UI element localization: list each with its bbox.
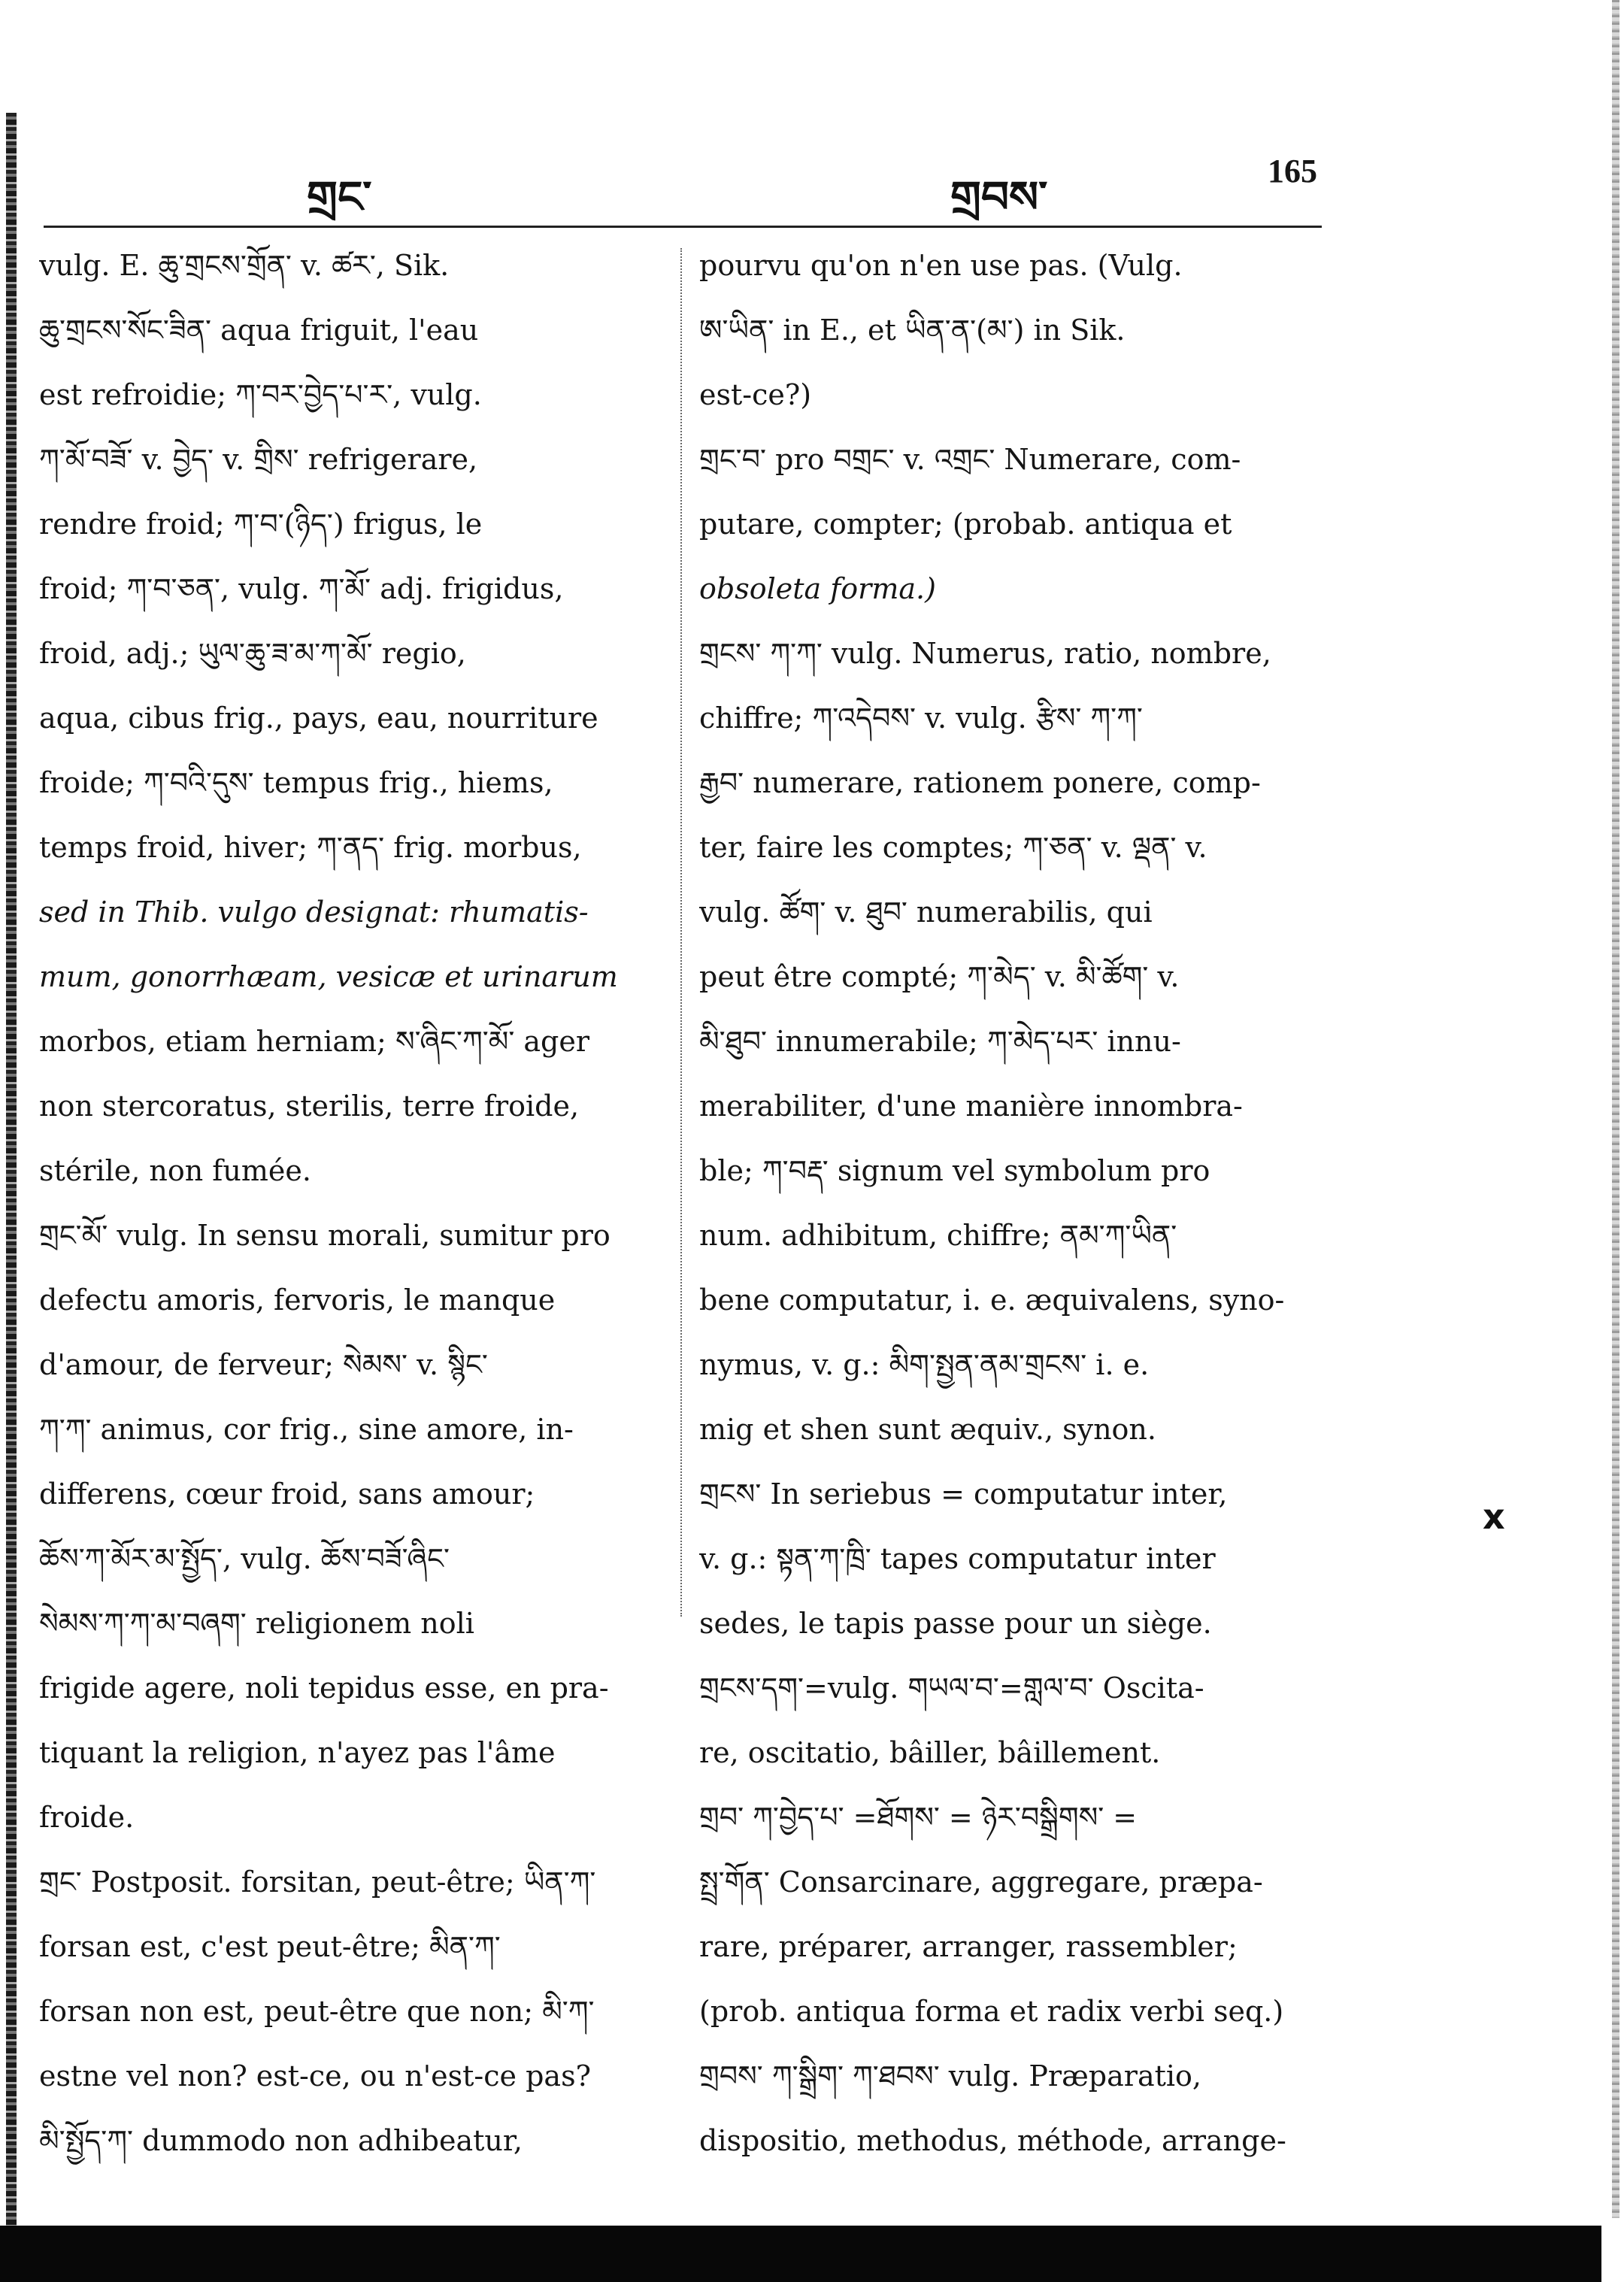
- page-number: 165: [1268, 153, 1317, 189]
- right-line: གྲབ་ ཀ་བྱེད་པ་ =ཐོགས་ = ཉེར་བསྒྲིགས་ =: [699, 1801, 1138, 1834]
- right-line: vulg. ཚོག་ v. ཐུབ་ numerabilis, qui: [699, 896, 1153, 929]
- left-line: est refroidie; ཀ་བར་བྱེད་པ་ར་, vulg.: [39, 378, 482, 411]
- running-head-right: གྲབས་: [950, 171, 1048, 223]
- right-line: མི་ཐུབ་ innumerabile; ཀ་མེད་པར་ innu-: [699, 1025, 1181, 1058]
- right-line: གྲབས་ ཀ་སྒྲིག་ ཀ་ཐབས་ vulg. Præparatio,: [699, 2059, 1201, 2093]
- right-line: rare, préparer, arranger, rassembler;: [699, 1930, 1238, 1963]
- right-line: རྒྱབ་ numerare, rationem ponere, comp-: [699, 766, 1261, 799]
- left-line: stérile, non fumée.: [39, 1154, 311, 1187]
- left-line: morbos, etiam herniam; ས་ཞིང་ཀ་མོ་ ager: [39, 1025, 590, 1058]
- right-line: སྤྲ་གོན་ Consarcinare, aggregare, præpa-: [699, 1865, 1263, 1899]
- scan-bottom-bar: [0, 2226, 1601, 2282]
- left-line: མི་སྤྱོད་ཀ་ dummodo non adhibeatur,: [39, 2124, 523, 2157]
- left-line: d'amour, de ferveur; སེམས་ v. སྙིང་: [39, 1348, 488, 1381]
- right-line: གྲང་བ་ pro བགྲང་ v. འགྲང་ Numerare, com-: [699, 443, 1241, 476]
- right-line: chiffre; ཀ་འདེབས་ v. vulg. རྩིས་ ཀ་ཀ་: [699, 702, 1143, 735]
- left-line: ཆོས་ཀ་མོར་མ་སྤྱོད་, vulg. ཆོས་བཟོ་ཞིང་: [39, 1542, 450, 1575]
- left-line: ཆུ་གྲངས་སོང་ཟིན་ aqua friguit, l'eau: [39, 314, 479, 347]
- right-line: གྲངས་ ཀ་ཀ་ vulg. Numerus, ratio, nombre,: [699, 637, 1271, 670]
- right-line: est-ce?): [699, 378, 812, 411]
- right-line: nymus, v. g.: མིག་སྤྱན་ནམ་གྲངས་ i. e.: [699, 1348, 1150, 1381]
- left-line: froid, adj.; ཡུལ་ཆུ་ཟ་མ་ཀ་མོ་ regio,: [39, 637, 466, 670]
- right-line: ཨ་ཡིན་ in E., et ཡིན་ན་(མ་) in Sik.: [699, 314, 1126, 347]
- left-line: གྲང་ Postposit. forsitan, peut-être; ཡིན་ཀ་: [39, 1865, 596, 1899]
- left-line: གྲང་མོ་ vulg. In sensu morali, sumitur pro: [39, 1219, 611, 1252]
- header-rule: [44, 226, 1322, 228]
- left-line: temps froid, hiver; ཀ་ནད་ frig. morbus,: [39, 831, 582, 864]
- running-head-left: གྲང་: [307, 171, 372, 223]
- right-line: num. adhibitum, chiffre; ནམ་ཀ་ཡིན་: [699, 1219, 1177, 1252]
- right-column: [699, 233, 1323, 2173]
- left-line: froide; ཀ་བའི་དུས་ tempus frig., hiems,: [39, 766, 553, 799]
- left-line: non stercoratus, sterilis, terre froide,: [39, 1089, 580, 1123]
- left-line: differens, cœur froid, sans amour;: [39, 1477, 535, 1511]
- right-line: merabiliter, d'une manière innombra-: [699, 1089, 1243, 1123]
- left-line: སེམས་ཀ་ཀ་མ་བཞག་ religionem noli: [39, 1607, 474, 1640]
- right-line: bene computatur, i. e. æquivalens, syno-: [699, 1283, 1285, 1317]
- right-line: peut être compté; ཀ་མེད་ v. མི་ཚོག་ v.: [699, 960, 1180, 993]
- left-line: estne vel non? est-ce, ou n'est-ce pas?: [39, 2059, 591, 2093]
- left-line: mum, gonorrhæam, vesicæ et urinarum: [39, 960, 618, 993]
- left-line: forsan non est, peut-être que non; མི་ཀ་: [39, 1995, 595, 2028]
- left-line: defectu amoris, fervoris, le manque: [39, 1283, 556, 1317]
- right-line: v. g.: སྟན་ཀ་ཁྲི་ tapes computatur inter: [699, 1542, 1216, 1575]
- left-line: tiquant la religion, n'ayez pas l'âme: [39, 1736, 556, 1769]
- right-line: གྲངས་དག་=vulg. གཡལ་བ་=གླལ་བ་ Oscita-: [699, 1671, 1204, 1705]
- column-divider: [680, 248, 683, 1617]
- right-line: putare, compter; (probab. antiqua et: [699, 508, 1232, 541]
- left-column: [39, 233, 669, 2173]
- right-line: dispositio, methodus, méthode, arrange-: [699, 2124, 1286, 2157]
- right-line: re, oscitatio, bâiller, bâillement.: [699, 1736, 1161, 1769]
- left-line: ཀ་མོ་བཟོ་ v. བྱེད་ v. གྲིས་ refrigerare,: [39, 443, 478, 476]
- left-line: forsan est, c'est peut-être; མིན་ཀ་: [39, 1930, 501, 1963]
- right-line: sedes, le tapis passe pour un siège.: [699, 1607, 1212, 1640]
- left-line: frigide agere, noli tepidus esse, en pra-: [39, 1671, 609, 1705]
- right-line: གྲངས་ In seriebus = computatur inter,: [699, 1477, 1228, 1511]
- right-line: ble; ཀ་བརྡ་ signum vel symbolum pro: [699, 1154, 1210, 1187]
- right-line: mig et shen sunt æquiv., synon.: [699, 1413, 1156, 1446]
- left-line: aqua, cibus frig., pays, eau, nourriture: [39, 702, 598, 735]
- right-line: obsoleta forma.): [699, 572, 936, 605]
- left-line: sed in Thib. vulgo designat: rhumatis-: [39, 896, 589, 929]
- left-line: ཀ་ཀ་ animus, cor frig., sine amore, in-: [39, 1413, 574, 1446]
- left-line: froide.: [39, 1801, 135, 1834]
- right-line: ter, faire les comptes; ཀ་ཅན་ v. ལྡན་ v.: [699, 831, 1207, 864]
- left-page-edge: [6, 113, 17, 2278]
- left-line: rendre froid; ཀ་བ་(ཉིད་) frigus, le: [39, 508, 483, 541]
- margin-mark: x: [1483, 1496, 1505, 1537]
- left-line: froid; ཀ་བ་ཅན་, vulg. ཀ་མོ་ adj. frigidus,: [39, 572, 564, 605]
- right-line: pourvu qu'on n'en use pas. (Vulg.: [699, 249, 1183, 282]
- right-line: (prob. antiqua forma et radix verbi seq.): [699, 1995, 1284, 2028]
- left-line: vulg. E. ཆུ་གྲངས་གྲོན་ v. ཚར་, Sik.: [39, 249, 450, 282]
- right-page-edge: [1612, 0, 1619, 2218]
